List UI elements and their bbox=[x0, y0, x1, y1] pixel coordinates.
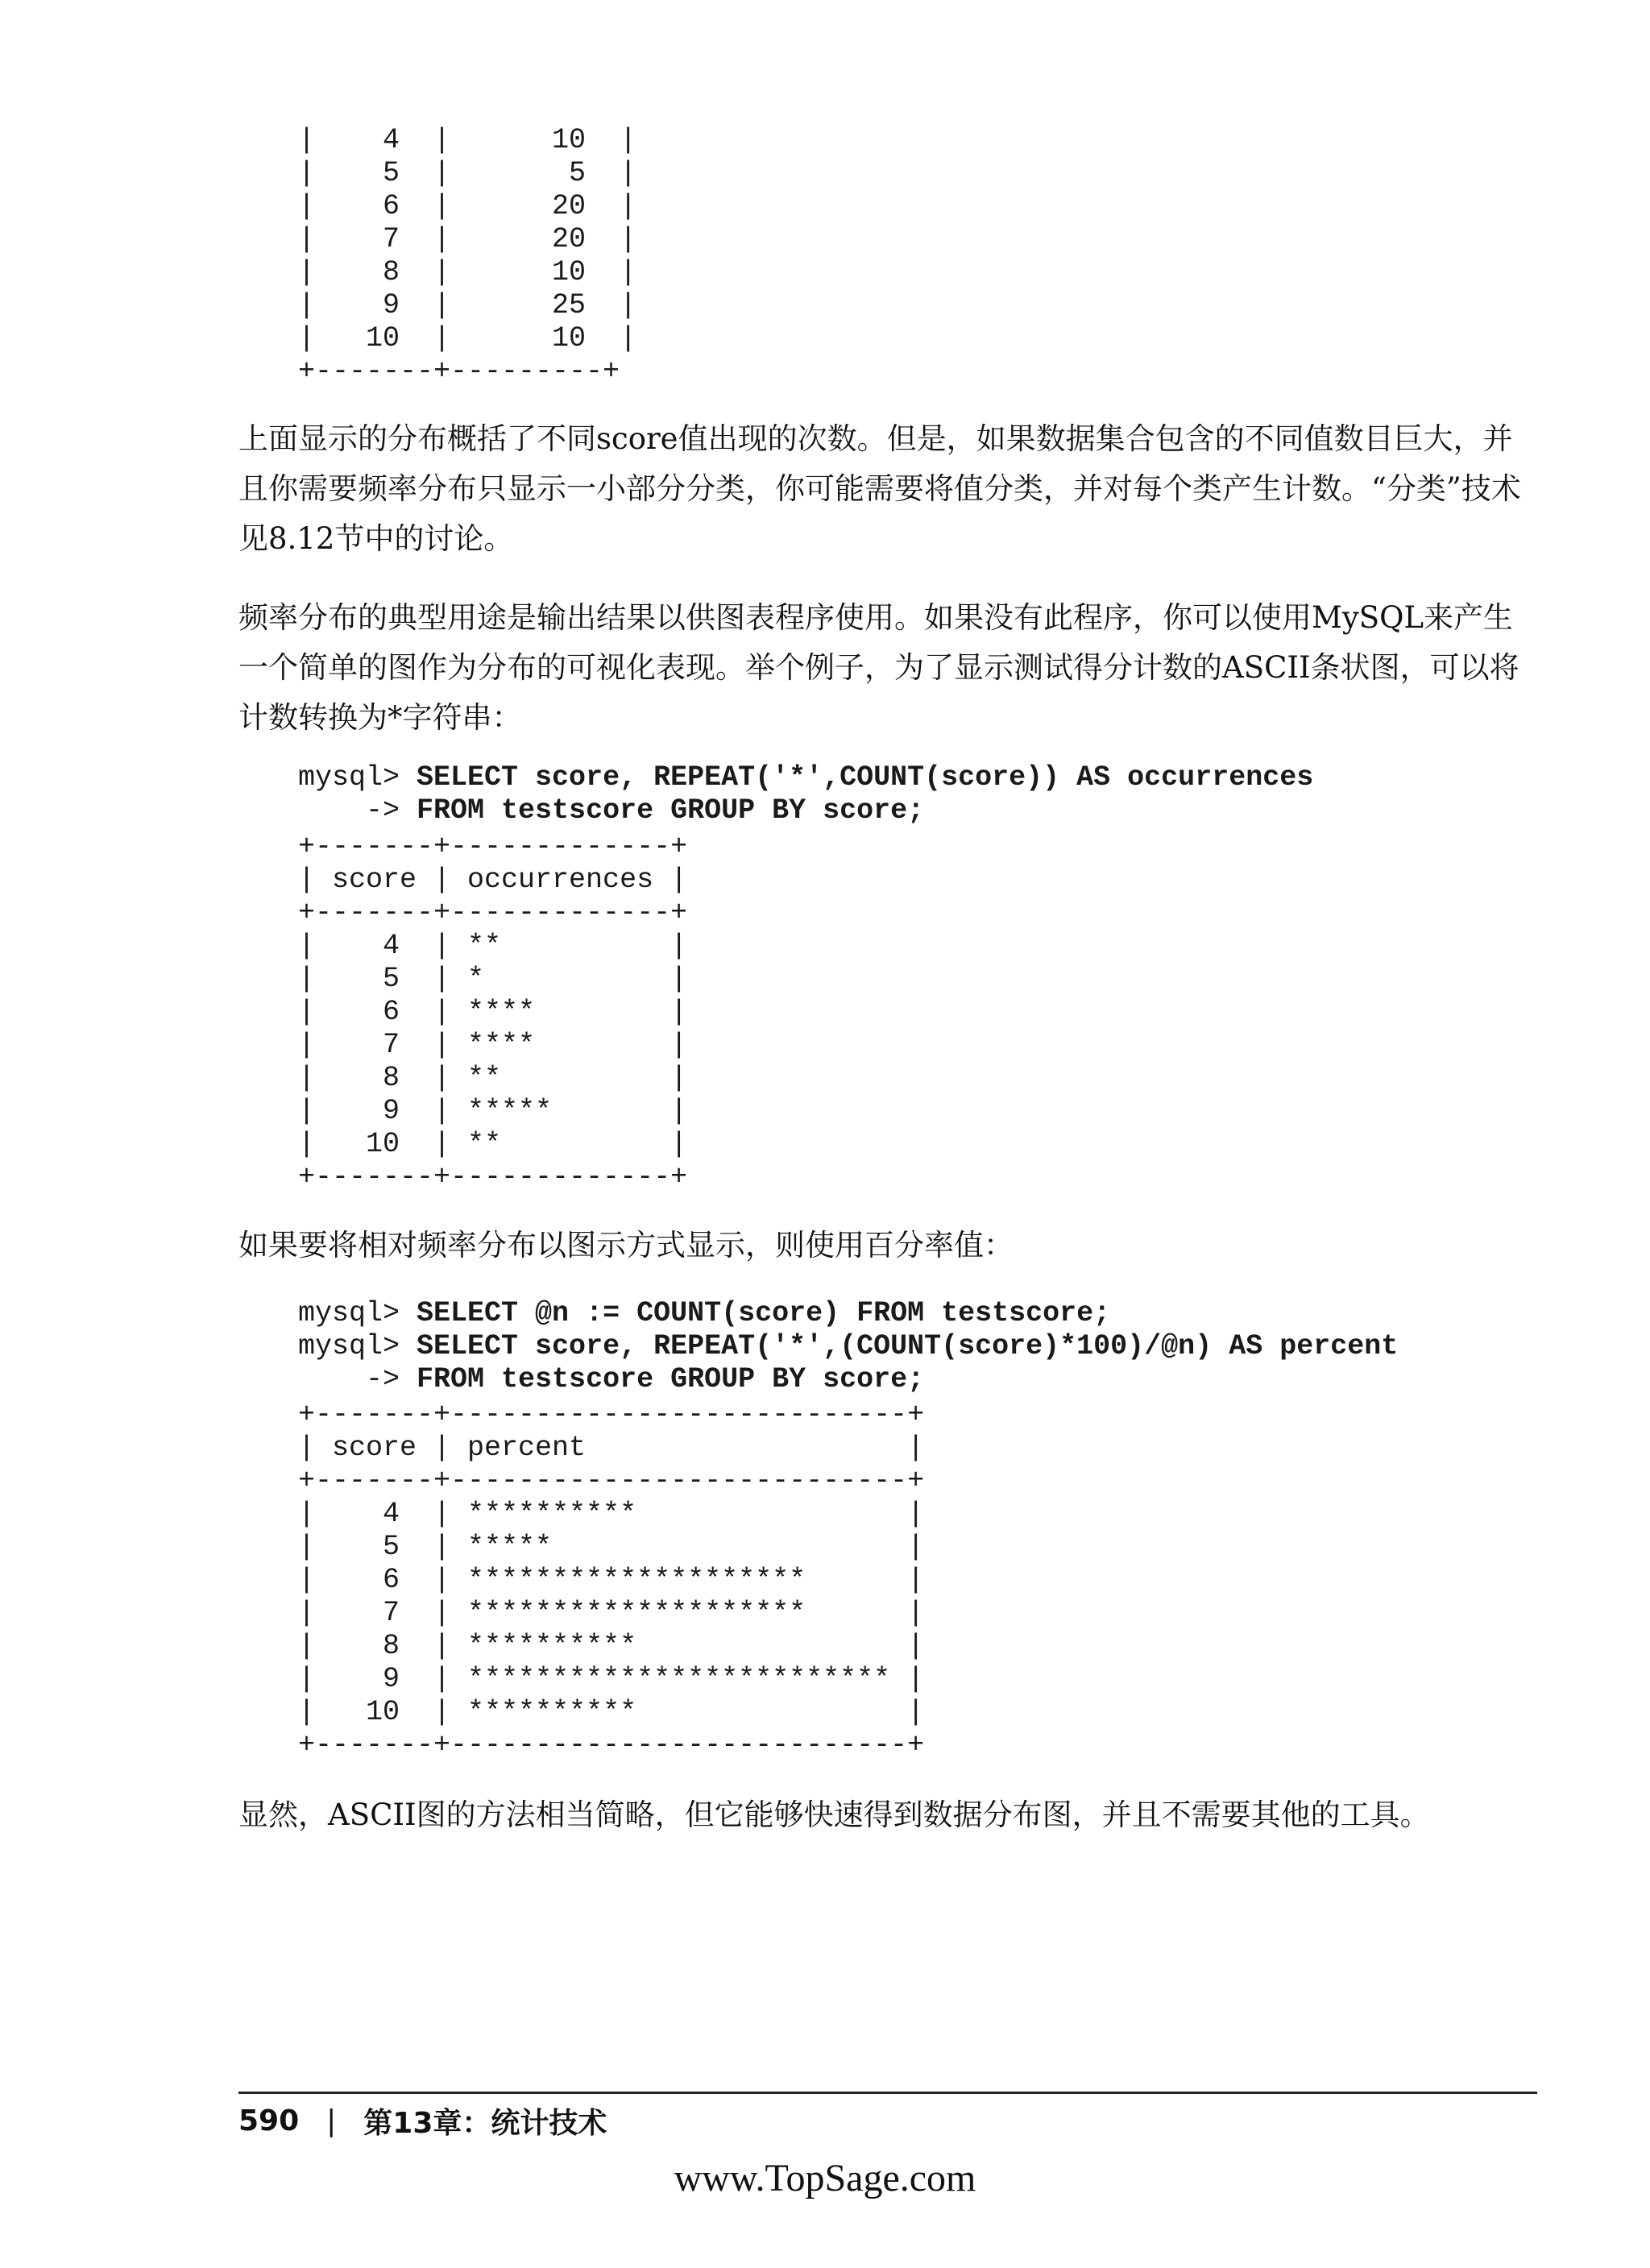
table-border: +-------+-------------+ bbox=[298, 831, 688, 863]
table-header: | score | percent | bbox=[298, 1432, 925, 1464]
table-border: +-------+---------------------------+ bbox=[298, 1729, 925, 1761]
table-border: +-------+---------------------------+ bbox=[298, 1399, 925, 1431]
table-row: | 8 | ** | bbox=[298, 1062, 688, 1094]
table-row: | 4 | ** | bbox=[298, 930, 688, 962]
sql-command: SELECT score, REPEAT('*',COUNT(score)) AS occurrences bbox=[417, 761, 1314, 794]
table-header: | score | occurrences | bbox=[298, 864, 688, 896]
table-row: | 5 | * | bbox=[298, 963, 688, 995]
table-row: | 10 | ** | bbox=[298, 1128, 688, 1160]
query-occurrences bbox=[298, 761, 1313, 827]
table-row: | 5 | ***** | bbox=[298, 1531, 925, 1563]
sql-command: FROM testscore GROUP BY score; bbox=[417, 794, 925, 827]
table-border: +-------+---------+ bbox=[298, 355, 620, 388]
score-count-table-tail bbox=[298, 124, 636, 388]
sql-command: FROM testscore GROUP BY score; bbox=[417, 1363, 925, 1395]
chapter-title: 第13章：统计技术 bbox=[363, 2106, 607, 2140]
table-row: | 4 | ********** | bbox=[298, 1498, 925, 1530]
percent-table bbox=[298, 1399, 924, 1762]
prompt: -> bbox=[298, 1363, 417, 1395]
table-row: | 8 | 10 | bbox=[298, 256, 637, 288]
table-row: | 6 | **** | bbox=[298, 996, 688, 1028]
table-row: | 6 | ******************** | bbox=[298, 1564, 925, 1596]
table-row: | 7 | ******************** | bbox=[298, 1597, 925, 1629]
paragraph-conclusion: 显然，ASCII图的方法相当简略，但它能够快速得到数据分布图，并且不需要其他的工具。 bbox=[238, 1797, 1430, 1832]
prompt: -> bbox=[298, 794, 417, 827]
query-percent bbox=[298, 1297, 1398, 1396]
table-row: | 6 | 20 | bbox=[298, 190, 637, 222]
table-row: | 9 | 25 | bbox=[298, 289, 637, 321]
table-row: | 4 | 10 | bbox=[298, 124, 637, 156]
footer-rule bbox=[238, 2092, 1537, 2094]
table-row: | 10 | 10 | bbox=[298, 322, 637, 355]
paragraph-distribution-summary: 上面显示的分布概括了不同score值出现的次数。但是，如果数据集合包含的不同值数目巨大，并且你需要频率分布只显示一小部分分类，你可能需要将值分类，并对每个类产生计数。“分类”技术见8.12节中的讨论。 bbox=[238, 421, 1521, 556]
table-border: +-------+-------------+ bbox=[298, 1161, 688, 1193]
table-border: +-------+---------------------------+ bbox=[298, 1465, 925, 1497]
footer-separator: | bbox=[326, 2104, 337, 2137]
prompt: mysql> bbox=[298, 761, 417, 794]
table-border: +-------+-------------+ bbox=[298, 897, 688, 929]
watermark-site-url: www.TopSage.com bbox=[674, 2157, 976, 2200]
table-row: | 8 | ********** | bbox=[298, 1630, 925, 1662]
occurrences-table bbox=[298, 831, 687, 1194]
table-row: | 7 | **** | bbox=[298, 1029, 688, 1061]
table-row: | 9 | ***** | bbox=[298, 1095, 688, 1127]
prompt: mysql> bbox=[298, 1297, 417, 1329]
table-row: | 5 | 5 | bbox=[298, 157, 637, 189]
table-row: | 10 | ********** | bbox=[298, 1696, 925, 1728]
sql-command: SELECT score, REPEAT('*',(COUNT(score)*100)/@n) AS percent bbox=[417, 1330, 1399, 1362]
sql-command: SELECT @n := COUNT(score) FROM testscore; bbox=[417, 1297, 1111, 1329]
table-row: | 9 | ************************* | bbox=[298, 1663, 925, 1695]
prompt: mysql> bbox=[298, 1330, 417, 1362]
paragraph-percent-intro: 如果要将相对频率分布以图示方式显示，则使用百分率值： bbox=[238, 1228, 1014, 1263]
table-row: | 7 | 20 | bbox=[298, 223, 637, 255]
page-footer bbox=[238, 2100, 607, 2141]
page-number: 590 bbox=[238, 2104, 300, 2137]
paragraph-ascii-bar-chart: 频率分布的典型用途是输出结果以供图表程序使用。如果没有此程序，你可以使用MySQL来产生一个简单的图作为分布的可视化表现。举个例子，为了显示测试得分计数的ASCII条状图，可以将计数转换为*字符串： bbox=[238, 600, 1519, 735]
